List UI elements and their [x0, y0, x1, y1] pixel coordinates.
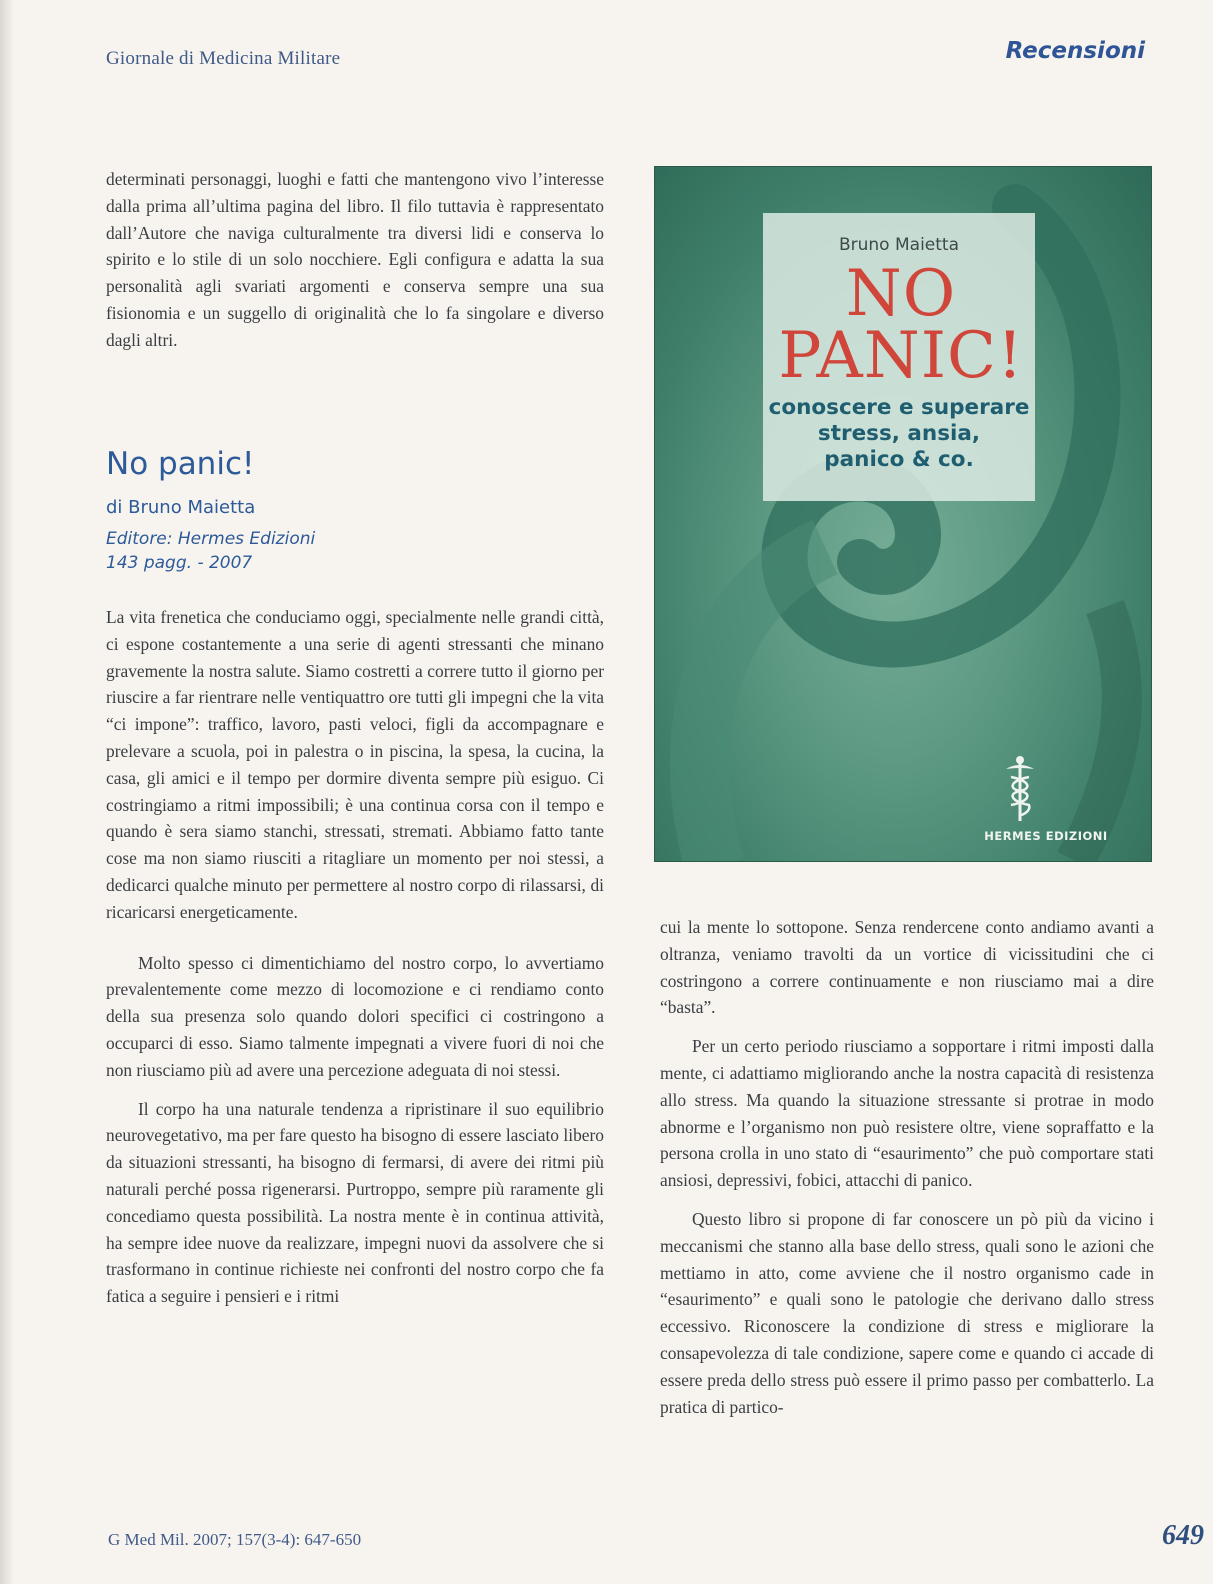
section-label: Recensioni	[1005, 38, 1145, 64]
intro-paragraph: determinati personaggi, luoghi e fatti che mantengono vivo l’interesse dalla prima all’ultima pagina del libro. Il filo tuttavia è rappresentato dall’Autore che naviga culturalmente tra diversi lidi e conserva lo spirito e lo stile di un solo nocchiere. Egli configura e adatta la sua personalità agli svariati argomenti e conserva sempre una sua fisionomia e un suggello di originalità che lo fa singolare e diverso dagli altri.	[106, 169, 604, 350]
body-right-paragraph-2: Per un certo periodo riusciamo a sopportare i ritmi imposti dalla mente, ci adattiamo migliorando anche la nostra capacità di resistenza allo stress. Ma quando la situazione stressante si protrae in modo abnorme e l’organismo non può resistere oltre, viene sopraffatto e la persona crolla in uno stato di “esaurimento” che può comportare stati ansiosi, depressivi, fobici, attacchi di panico.	[660, 1036, 1154, 1191]
cover-subtitle-line-2: stress, ansia,	[817, 421, 981, 446]
body-right-paragraph-3: Questo libro si propone di far conoscere un pò più da vicino i meccanismi che stanno alla base dello stress, quali sono le azioni che mettiamo in atto, come avviene che il nostro organismo cade in “esaurimento” e quali sono le patologie che derivano dallo stress eccessivo. Riconoscere la condizione di stress e migliorare la consapevolezza di tale condizione, sapere come e quando ci accade di essere preda dello stress può essere il primo passo per combatterlo. La pratica di partico-	[660, 1208, 1154, 1417]
cover-publisher: HERMES EDIZIONI	[984, 829, 1108, 843]
review-pages-year: 143 pagg. - 2007	[106, 553, 253, 573]
review-author: di Bruno Maietta	[106, 497, 256, 518]
cover-subtitle-line-1: conoscere e superare	[768, 395, 1030, 420]
page-number: 649	[1162, 1520, 1204, 1551]
cover-author: Bruno Maietta	[838, 235, 960, 255]
review-publisher: Editore: Hermes Edizioni	[106, 529, 316, 549]
journal-running-head: Giornale di Medicina Militare	[106, 48, 341, 69]
cover-subtitle	[755, 395, 1043, 473]
caduceus-icon	[1003, 755, 1037, 823]
intro-column	[106, 166, 604, 354]
cover-title	[751, 257, 1051, 393]
body-right-paragraph-1: cui la mente lo sottopone. Senza rendercene conto andiamo avanti a oltranza, veniamo travolti da un vortice di vicissitudini che ci costringono a correre continuamente e non riusciamo mai a dire “basta”.	[660, 917, 1154, 1018]
cover-title-line-2: PANIC!	[778, 319, 1024, 393]
body-left-paragraph-2: Molto spesso ci dimentichiamo del nostro corpo, lo avvertiamo prevalentemente come mezzo di locomozione e ci rendiamo conto della sua presenza solo quando dolori specifici ci costringono a occuparci di esso. Siamo talmente impegnati a vivere fuori di noi che non riusciamo più ad avere una percezione adeguata di noi stessi.	[106, 952, 604, 1080]
body-left-paragraph-1: La vita frenetica che conduciamo oggi, specialmente nelle grandi città, ci espone costantemente a una serie di agenti stressanti che minano gravemente la nostra salute. Siamo costretti a correre tutto il giorno per riuscire a far rientrare nelle ventiquattro ore tutti gli impegni che la vita “ci impone”: traffico, lavoro, pasti veloci, figli da accompagnare e prelevare a scuola, poi in palestra o in piscina, la spesa, la cucina, la casa, gli amici e il tempo per dormire diventa sempre più esiguo. Ci costringiamo a ritmi impossibili; è una continua corsa con il tempo e quando è sera siamo stanchi, stressati, stremati. Abbiamo fatto tante cose ma non siamo riusciti a ritagliare un momento per noi stessi, a dedicarci qualche minuto per permettere al nostro corpo di rilassarsi, di ricaricarsi energeticamente.	[106, 607, 604, 922]
page-spine-shadow	[0, 0, 14, 1584]
book-cover-image	[654, 166, 1152, 862]
footer-citation: G Med Mil. 2007; 157(3-4): 647-650	[108, 1530, 362, 1549]
cover-subtitle-line-3: panico & co.	[824, 447, 974, 472]
body-right-column	[660, 914, 1154, 1420]
cover-title-line-1: NO	[845, 257, 957, 331]
body-left-column	[106, 604, 604, 1310]
review-title: No panic!	[106, 446, 255, 482]
body-left-paragraph-3: Il corpo ha una naturale tendenza a ripristinare il suo equilibrio neurovegetativo, ma per fare questo ha bisogno di essere lasciato libero da situazioni stressanti, ha bisogno di fermarsi, di avere dei ritmi più naturali perché possa rigenerarsi. Purtroppo, sempre più raramente gli concediamo questa possibilità. La nostra mente è in continua attività, ha sempre idee nuove da realizzare, impegni nuovi da assolvere che si trasformano in continue richieste nei confronti del nostro corpo che fa fatica a seguire i pensieri e i ritmi	[106, 1098, 604, 1307]
